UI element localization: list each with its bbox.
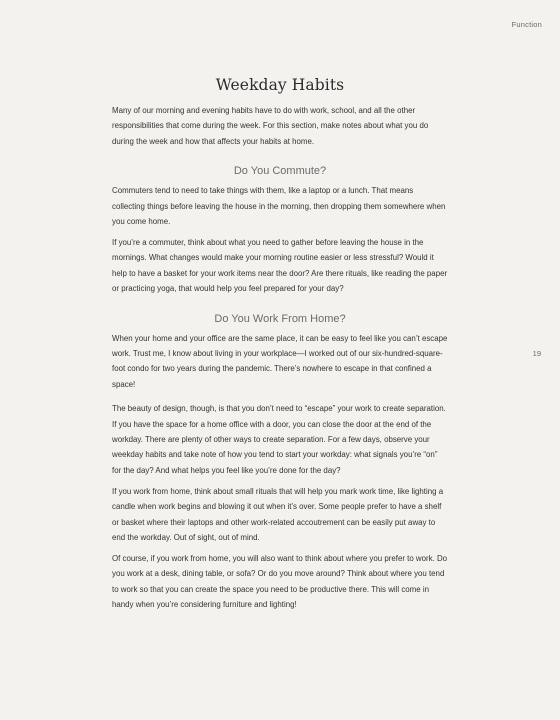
wfh-paragraph-2: The beauty of design, though, is that you don’t need to “escape” your work to create separation. If you have the space for a home office with a door, you can close the door at the end of the workday. There are plenty of other ways to create separation. For a few days, observe your weekday habits and take note of how you tend to start your workday: what signals you’re “on” for the day? And what helps you feel like you’re done for the day? xyxy=(112,404,446,475)
wfh-paragraph-3: If you work from home, think about small rituals that will help you mark work time, like lighting a candle when work begins and blowing it out when it’s over. Some people prefer to have a shelf or basket where their laptops and other work-related accoutrement can be easily put away to end the workday. Out of sight, out of mind. xyxy=(112,486,444,542)
wfh-paragraph-1: When your home and your office are the same place, it can be easy to feel like you can’t escape work. Trust me, I know about living in your workplace—I worked out of our six-hundred-square-foot condo for two years during the pandemic. There’s nowhere to escape in that confined a space! xyxy=(112,333,448,389)
commute-paragraph-2: If you’re a commuter, think about what you need to gather before leaving the house in the mornings. What changes would make your morning routine easier or less stressful? Would it help to have a basket for your work items near the door? Are there rituals, like reading the paper or practicing yoga, that would help you feel prepared for your day? xyxy=(112,237,448,294)
commute-paragraph-1: Commuters tend to need to take things with them, like a laptop or a lunch. That means collecting things before leaving the house in the morning, then dropping them somewhere when you come home. xyxy=(112,186,446,227)
wfh-paragraph-4: Of course, if you work from home, you will also want to think about where you prefer to work. Do you work at a desk, dining table, or sofa? Or do you move around? Think about where you tend to work so that you can create the space you need to be productive there. This will come in handy when you’re considering furniture and lighting! xyxy=(112,553,448,610)
section-heading-commute: Do You Commute? xyxy=(233,165,327,178)
intro-paragraph: Many of our morning and evening habits have to do with work, school, and all the other responsibilities that come during the week. For this section, make notes about what you do during the week and how that affects your habits at home. xyxy=(112,106,429,146)
section-work-from-home xyxy=(112,313,448,613)
page-title: Weekday Habits xyxy=(215,76,345,94)
section-commute xyxy=(112,165,448,296)
running-head: Function xyxy=(511,20,542,29)
section-heading-work-from-home: Do You Work From Home? xyxy=(214,312,346,325)
page-content xyxy=(112,76,448,618)
page-number: 19 xyxy=(532,349,541,358)
